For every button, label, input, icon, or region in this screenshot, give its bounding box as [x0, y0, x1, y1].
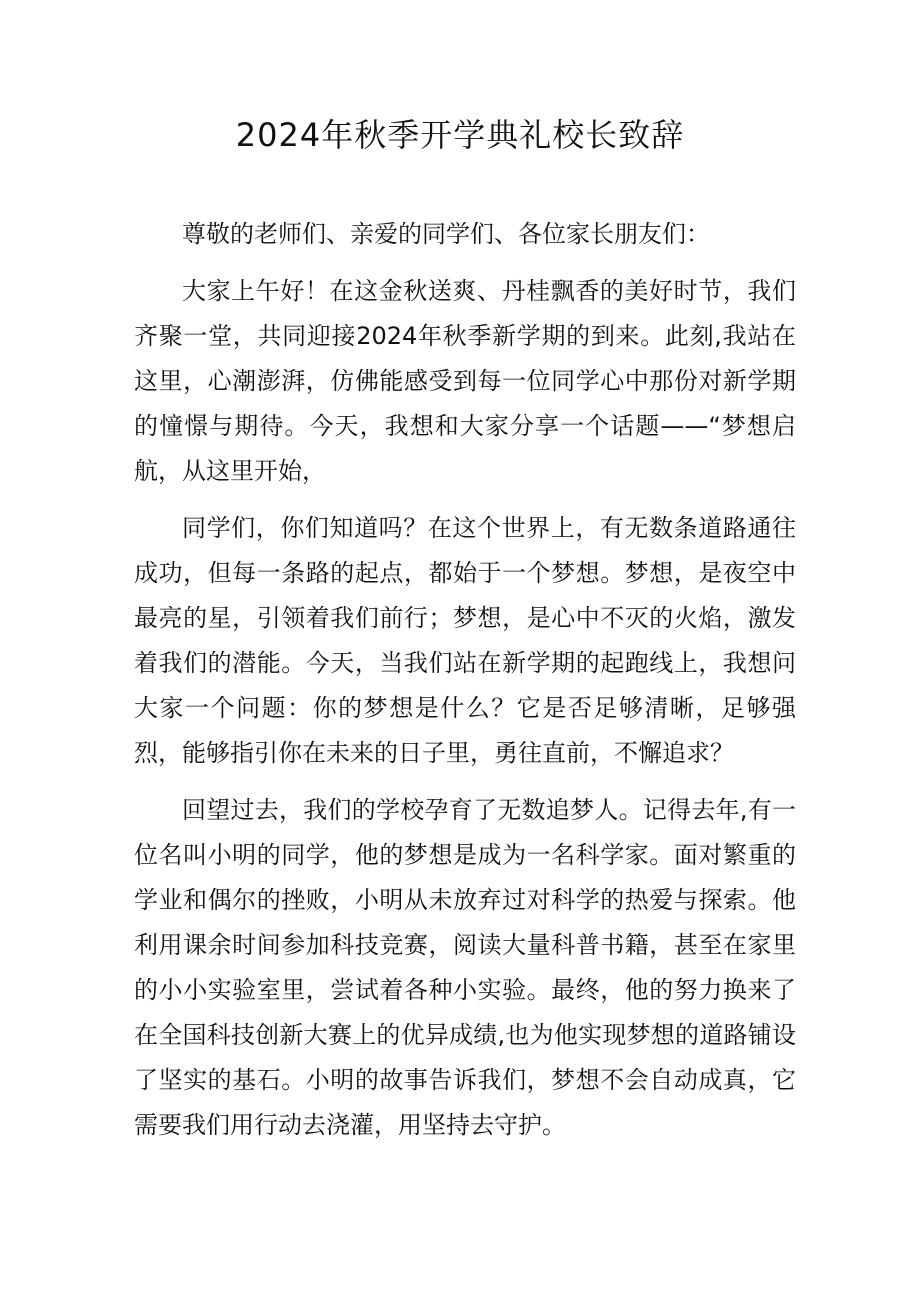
paragraph-dream: 同学们，你们知道吗？在这个世界上，有无数条道路通往成功，但每一条路的起点，都始于一个梦想。梦想，是夜空中最亮的星，引领着我们前行；梦想，是心中不灭的火焰，激发着我们的潜能。今天，当我们站在新学期的起跑线上，我想问大家一个问题：你的梦想是什么？它是否足够清晰，足够强烈，能够指引你在未来的日子里，勇往直前，不懈追求？ [134, 514, 796, 767]
paragraph-greeting: 尊敬的老师们、亲爱的同学们、各位家长朋友们： [182, 220, 710, 248]
paragraph-opening: 大家上午好！在这金秋送爽、丹桂飘香的美好时节，我们齐聚一堂，共同迎接2024年秋季新学期的到来。此刻,我站在这里，心潮澎湃，仿佛能感受到每一位同学心中那份对新学期的憧憬与期待。今天，我想和大家分享一个话题——“梦想启航，从这里开始， [134, 277, 796, 485]
document-body [134, 212, 796, 1160]
document-title: 2024年秋季开学典礼校长致辞 [235, 116, 685, 154]
paragraph-story: 回望过去，我们的学校孕育了无数追梦人。记得去年,有一位名叫小明的同学，他的梦想是成为一名科学家。面对繁重的学业和偶尔的挫败，小明从未放弃过对科学的热爱与探索。他利用课余时间参加科技竞赛，阅读大量科普书籍，甚至在家里的小小实验室里，尝试着各种小实验。最终，他的努力换来了在全国科技创新大赛上的优异成绩,也为他实现梦想的道路铺设了坚实的基石。小明的故事告诉我们，梦想不会自动成真，它需要我们用行动去浇灌，用坚持去守护。 [134, 796, 796, 1139]
